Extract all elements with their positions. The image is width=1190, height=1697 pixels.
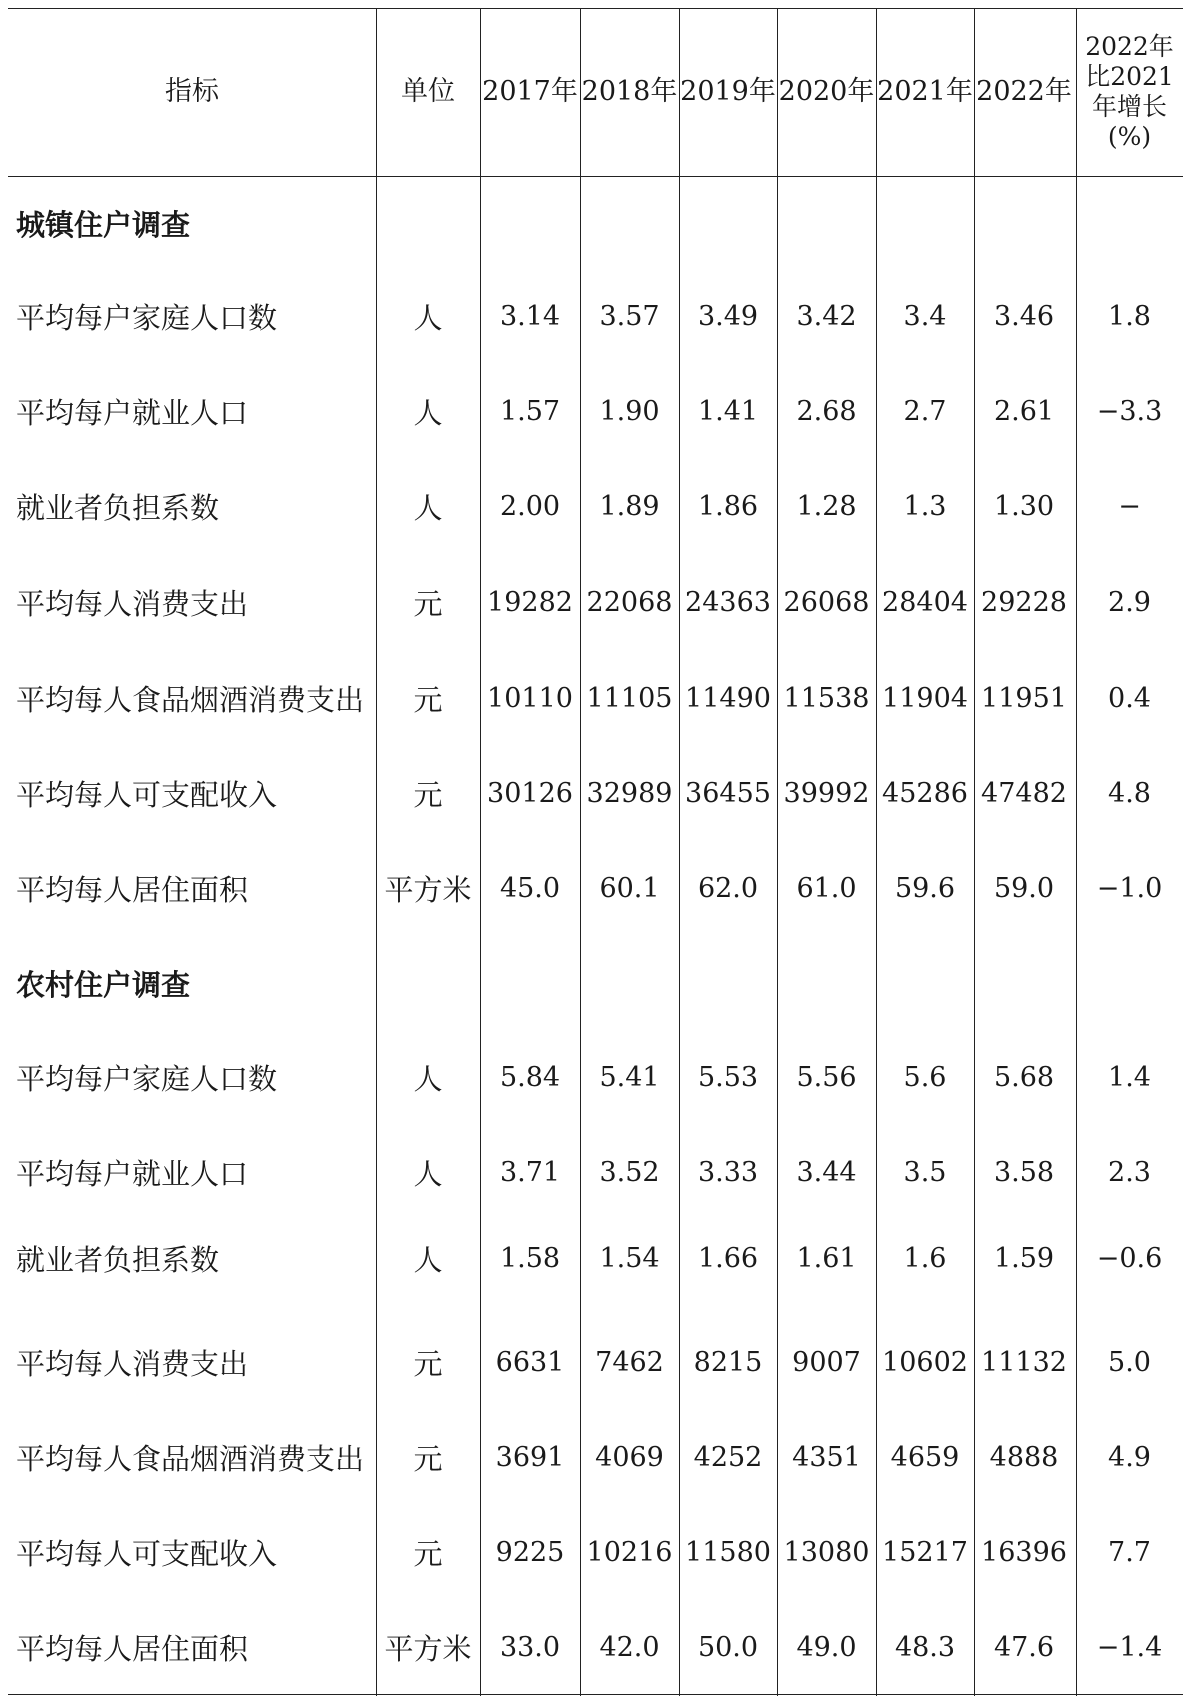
column-divider <box>974 8 975 1696</box>
row-value-2018: 7462 <box>595 1346 664 1378</box>
row-growth: 1.8 <box>1108 300 1151 332</box>
row-value-2019: 5.53 <box>697 1061 759 1093</box>
row-value-2019: 36455 <box>685 777 771 809</box>
row-value-2018: 10216 <box>586 1536 673 1568</box>
row-value-2020: 1.28 <box>796 490 857 522</box>
header-year-2019: 2019年 <box>680 76 776 107</box>
row-value-2018: 60.1 <box>599 872 660 904</box>
row-value-2020: 2.68 <box>796 395 857 427</box>
header-year-2020: 2020年 <box>778 76 875 107</box>
row-value-2021: 45286 <box>882 777 968 809</box>
row-growth: 4.8 <box>1108 777 1151 809</box>
row-value-2017: 3.71 <box>499 1156 561 1188</box>
row-value-2020: 3.42 <box>796 300 857 332</box>
row-unit: 元 <box>413 1536 443 1571</box>
row-value-2020: 4351 <box>792 1441 861 1473</box>
row-growth: 7.7 <box>1108 1536 1151 1568</box>
row-value-2022: 1.59 <box>993 1242 1055 1274</box>
row-value-2018: 11105 <box>586 682 673 714</box>
row-unit: 元 <box>413 777 443 812</box>
row-indicator-name: 平均每户家庭人口数 <box>16 1061 278 1096</box>
row-value-2021: 3.5 <box>903 1156 947 1188</box>
statistics-table <box>8 8 1183 1697</box>
row-value-2018: 42.0 <box>599 1631 660 1663</box>
row-value-2017: 30126 <box>487 777 573 809</box>
row-value-2017: 1.57 <box>499 395 561 427</box>
row-value-2017: 45.0 <box>499 872 561 904</box>
row-value-2022: 11951 <box>981 682 1067 714</box>
row-value-2020: 11538 <box>783 682 870 714</box>
row-unit: 人 <box>413 300 443 335</box>
row-indicator-name: 平均每户就业人口 <box>16 395 249 430</box>
row-value-2020: 9007 <box>792 1346 861 1378</box>
row-value-2017: 1.58 <box>499 1242 561 1274</box>
row-value-2017: 5.84 <box>499 1061 561 1093</box>
row-value-2022: 3.58 <box>993 1156 1055 1188</box>
row-value-2020: 13080 <box>783 1536 870 1568</box>
row-value-2019: 24363 <box>685 586 771 618</box>
row-value-2019: 3.49 <box>697 300 759 332</box>
row-indicator-name: 平均每户就业人口 <box>16 1156 249 1191</box>
row-growth: 2.3 <box>1108 1156 1151 1188</box>
row-value-2022: 5.68 <box>993 1061 1055 1093</box>
row-value-2021: 4659 <box>890 1441 960 1473</box>
header-year-2018: 2018年 <box>581 76 678 107</box>
row-unit: 人 <box>413 1061 443 1096</box>
row-value-2020: 39992 <box>783 777 870 809</box>
row-value-2021: 5.6 <box>903 1061 947 1093</box>
header-indicator: 指标 <box>165 76 219 107</box>
row-unit: 人 <box>413 1156 443 1191</box>
row-value-2019: 3.33 <box>697 1156 759 1188</box>
row-unit: 元 <box>413 1441 443 1476</box>
column-divider <box>480 8 481 1696</box>
row-growth: 5.0 <box>1108 1346 1151 1378</box>
row-value-2018: 3.57 <box>599 300 660 332</box>
row-value-2021: 48.3 <box>894 1631 956 1663</box>
row-value-2019: 1.86 <box>697 490 759 522</box>
row-unit: 元 <box>413 682 443 717</box>
column-divider <box>679 8 680 1696</box>
row-value-2021: 28404 <box>882 586 968 618</box>
row-value-2018: 4069 <box>595 1441 664 1473</box>
header-year-2021: 2021年 <box>877 76 973 107</box>
row-indicator-name: 平均每人居住面积 <box>16 872 249 907</box>
row-value-2020: 3.44 <box>796 1156 857 1188</box>
column-divider <box>777 8 778 1696</box>
row-value-2019: 11580 <box>685 1536 771 1568</box>
header-bottom-rule <box>8 176 1183 177</box>
row-value-2019: 11490 <box>685 682 771 714</box>
row-value-2022: 16396 <box>981 1536 1067 1568</box>
row-value-2022: 11132 <box>981 1346 1067 1378</box>
header-unit: 单位 <box>401 76 455 107</box>
row-value-2019: 1.41 <box>697 395 759 427</box>
row-indicator-name: 平均每人食品烟酒消费支出 <box>16 682 365 717</box>
row-value-2018: 3.52 <box>599 1156 660 1188</box>
row-value-2019: 8215 <box>693 1346 763 1378</box>
row-unit: 元 <box>413 586 443 621</box>
row-value-2020: 49.0 <box>796 1631 857 1663</box>
row-value-2022: 1.30 <box>993 490 1055 522</box>
table-bottom-rule <box>8 1694 1183 1695</box>
column-divider <box>876 8 877 1696</box>
row-value-2017: 10110 <box>487 682 573 714</box>
row-indicator-name: 就业者负担系数 <box>16 490 220 525</box>
row-value-2021: 11904 <box>882 682 968 714</box>
row-value-2019: 4252 <box>693 1441 763 1473</box>
column-divider <box>1076 8 1077 1696</box>
row-value-2021: 15217 <box>882 1536 968 1568</box>
row-value-2022: 47482 <box>981 777 1067 809</box>
row-value-2018: 22068 <box>586 586 673 618</box>
header-year-2017: 2017年 <box>482 76 578 107</box>
row-growth: − <box>1118 490 1141 522</box>
row-value-2019: 1.66 <box>697 1242 759 1274</box>
row-value-2019: 62.0 <box>697 872 759 904</box>
row-value-2021: 1.3 <box>903 490 947 522</box>
row-indicator-name: 平均每户家庭人口数 <box>16 300 278 335</box>
row-indicator-name: 平均每人可支配收入 <box>16 777 278 812</box>
row-value-2020: 5.56 <box>796 1061 857 1093</box>
row-value-2017: 6631 <box>495 1346 565 1378</box>
column-divider <box>580 8 581 1696</box>
row-indicator-name: 平均每人消费支出 <box>16 586 249 621</box>
row-value-2018: 32989 <box>586 777 673 809</box>
row-value-2020: 1.61 <box>796 1242 857 1274</box>
row-value-2017: 9225 <box>495 1536 565 1568</box>
header-year-2022: 2022年 <box>976 76 1072 107</box>
row-value-2022: 59.0 <box>993 872 1055 904</box>
row-value-2018: 1.89 <box>599 490 660 522</box>
row-indicator-name: 平均每人可支配收入 <box>16 1536 278 1571</box>
row-value-2022: 29228 <box>981 586 1067 618</box>
row-growth: 4.9 <box>1108 1441 1151 1473</box>
row-value-2017: 3691 <box>495 1441 565 1473</box>
row-value-2021: 10602 <box>882 1346 968 1378</box>
header-growth: 2022年比2021年增长(%) <box>1085 32 1174 151</box>
row-growth: 2.9 <box>1108 586 1151 618</box>
row-value-2017: 3.14 <box>499 300 561 332</box>
row-value-2017: 2.00 <box>499 490 561 522</box>
section-title: 城镇住户调查 <box>16 207 191 242</box>
row-value-2021: 3.4 <box>903 300 947 332</box>
row-value-2021: 59.6 <box>894 872 956 904</box>
column-divider <box>376 8 377 1696</box>
row-unit: 人 <box>413 1242 443 1277</box>
row-value-2018: 1.54 <box>599 1242 660 1274</box>
row-growth: −1.0 <box>1096 872 1163 904</box>
row-unit: 元 <box>413 1346 443 1381</box>
row-value-2019: 50.0 <box>697 1631 759 1663</box>
row-unit: 平方米 <box>384 872 472 907</box>
row-growth: −0.6 <box>1096 1242 1163 1274</box>
row-unit: 平方米 <box>384 1631 472 1666</box>
row-growth: −3.3 <box>1096 395 1163 427</box>
row-unit: 人 <box>413 395 443 430</box>
row-value-2018: 5.41 <box>599 1061 660 1093</box>
row-growth: −1.4 <box>1096 1631 1163 1663</box>
row-value-2021: 2.7 <box>903 395 947 427</box>
row-value-2020: 61.0 <box>796 872 857 904</box>
row-growth: 0.4 <box>1108 682 1151 714</box>
row-unit: 人 <box>413 490 443 525</box>
row-value-2018: 1.90 <box>599 395 660 427</box>
section-title: 农村住户调查 <box>16 967 191 1002</box>
row-value-2017: 33.0 <box>499 1631 561 1663</box>
row-value-2017: 19282 <box>487 586 573 618</box>
row-indicator-name: 就业者负担系数 <box>16 1242 220 1277</box>
row-value-2021: 1.6 <box>903 1242 947 1274</box>
row-value-2022: 4888 <box>989 1441 1059 1473</box>
row-value-2022: 47.6 <box>993 1631 1055 1663</box>
row-value-2020: 26068 <box>783 586 870 618</box>
row-growth: 1.4 <box>1108 1061 1151 1093</box>
row-value-2022: 2.61 <box>993 395 1055 427</box>
row-indicator-name: 平均每人消费支出 <box>16 1346 249 1381</box>
row-value-2022: 3.46 <box>993 300 1055 332</box>
row-indicator-name: 平均每人居住面积 <box>16 1631 249 1666</box>
row-indicator-name: 平均每人食品烟酒消费支出 <box>16 1441 365 1476</box>
